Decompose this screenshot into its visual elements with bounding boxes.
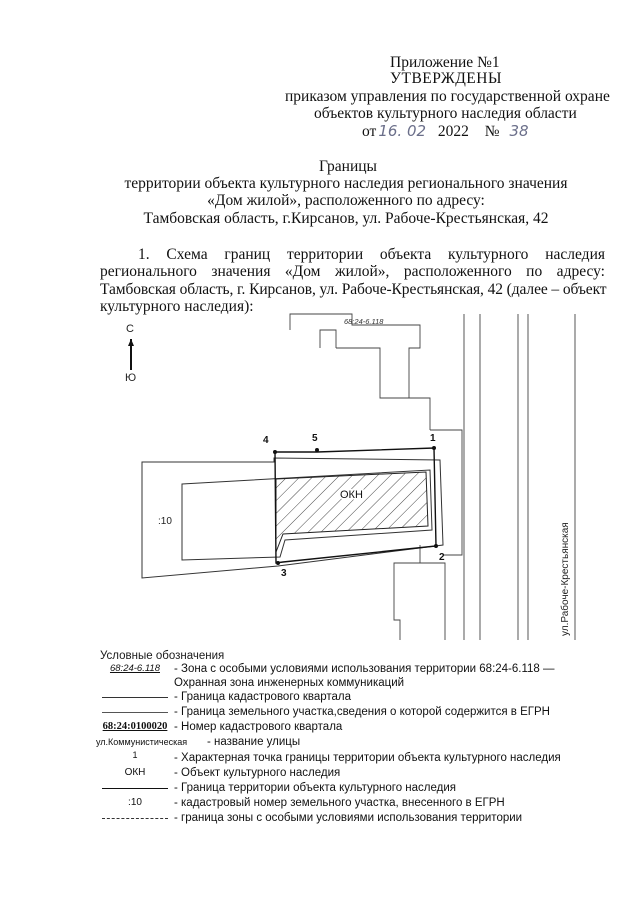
neighbor-building-top [290, 314, 430, 430]
paragraph-line-1: 1. Схема границ территории объекта культурного наследия [138, 246, 605, 263]
zone-label: 68:24-6.118 [344, 317, 384, 326]
compass-north: С [126, 323, 134, 335]
legend-text-quarter-number: - Номер кадастрового квартала [174, 721, 343, 733]
legend-text-zone: - Зона с особыми условиями использования территории 68:24-6.118 — Охранная зона инженерных коммуникаций [174, 663, 555, 689]
order-line-2: объектов культурного наследия области [314, 105, 577, 122]
legend-text-street-name: - название улицы [207, 736, 301, 748]
boundary-point-5 [315, 448, 319, 452]
street-name-label: ул.Рабоче-Крестьянская [560, 522, 571, 636]
okn-hatched-area [276, 472, 428, 552]
date-prefix: от [362, 123, 377, 140]
handwritten-number: 38 [509, 122, 529, 140]
paragraph-line-3: Тамбовская область, г. Кирсанов, ул. Рабоче-Крестьянская, 42 (далее – объект [100, 281, 607, 298]
legend-symbol-parcel-number: :10 [128, 797, 142, 808]
year: 2022 [437, 123, 469, 140]
legend-text-point: - Характерная точка границы территории объекта культурного наследия [174, 752, 561, 764]
parcel-label: :10 [158, 516, 172, 527]
legend-symbol-quarter-number: 68:24:0100020 [102, 721, 168, 732]
order-line-1: приказом управления по государственной охране [285, 88, 610, 105]
boundary-point-2 [434, 544, 438, 548]
point-label-2: 2 [439, 552, 445, 563]
paragraph-line-4: культурного наследия): [100, 298, 254, 315]
neighbor-building-top-mid [336, 348, 409, 398]
point-label-5: 5 [312, 433, 318, 444]
legend-line-okn-boundary [102, 788, 168, 789]
neighbor-building-bottom [394, 545, 420, 640]
title-line-3: «Дом жилой», расположенного по адресу: [207, 192, 485, 209]
title-line-4: Тамбовская область, г.Кирсанов, ул. Рабоче-Крестьянская, 42 [143, 210, 549, 227]
legend-line-quarter [102, 697, 168, 698]
approved-label: УТВЕРЖДЕНЫ [390, 70, 502, 87]
legend-text-parcel-number: - кадастровый номер земельного участка, внесенного в ЕГРН [174, 797, 505, 809]
point-label-3: 3 [281, 568, 287, 579]
legend-text-okn-boundary: - Граница территории объекта культурного наследия [174, 782, 457, 794]
compass-south: Ю [125, 372, 137, 384]
appendix-label: Приложение №1 [390, 54, 500, 71]
legend-symbol-okn: ОКН [124, 767, 146, 778]
legend-title: Условные обозначения [100, 650, 225, 662]
legend-text-quarter-boundary: - Граница кадастрового квартала [174, 691, 352, 703]
legend-line-zone-boundary [102, 818, 168, 819]
legend-symbol-street: ул.Коммунистическая [96, 737, 188, 747]
paragraph-line-2: регионального значения «Дом жилой», расположенного по адресу: [100, 263, 605, 280]
title-line-1: Границы [319, 158, 377, 175]
legend-text-zone-boundary: - граница зоны с особыми условиями использования территории [174, 812, 523, 824]
legend-symbol-point: 1 [132, 750, 138, 760]
title-line-2: территории объекта культурного наследия регионального значения [124, 175, 568, 192]
compass-icon [125, 323, 136, 384]
handwritten-date: 16. 02 [378, 122, 427, 140]
neighbor-building-top-left [320, 330, 336, 348]
boundary-point-1 [432, 446, 436, 450]
point-label-1: 1 [430, 433, 436, 444]
legend-symbol-zone: 68:24-6.118 [109, 663, 160, 674]
okn-map-label: ОКН [340, 489, 363, 501]
number-sign: № [484, 123, 500, 140]
point-label-4: 4 [263, 435, 269, 446]
boundary-point-4 [273, 450, 277, 454]
legend-text-parcel-boundary: - Граница земельного участка,сведения о которой содержится в ЕГРН [174, 706, 550, 718]
legend-line-parcel [102, 712, 168, 713]
legend-text-okn: - Объект культурного наследия [174, 767, 341, 779]
boundary-point-3 [276, 561, 280, 565]
neighbor-building-bottom-2 [420, 563, 445, 640]
